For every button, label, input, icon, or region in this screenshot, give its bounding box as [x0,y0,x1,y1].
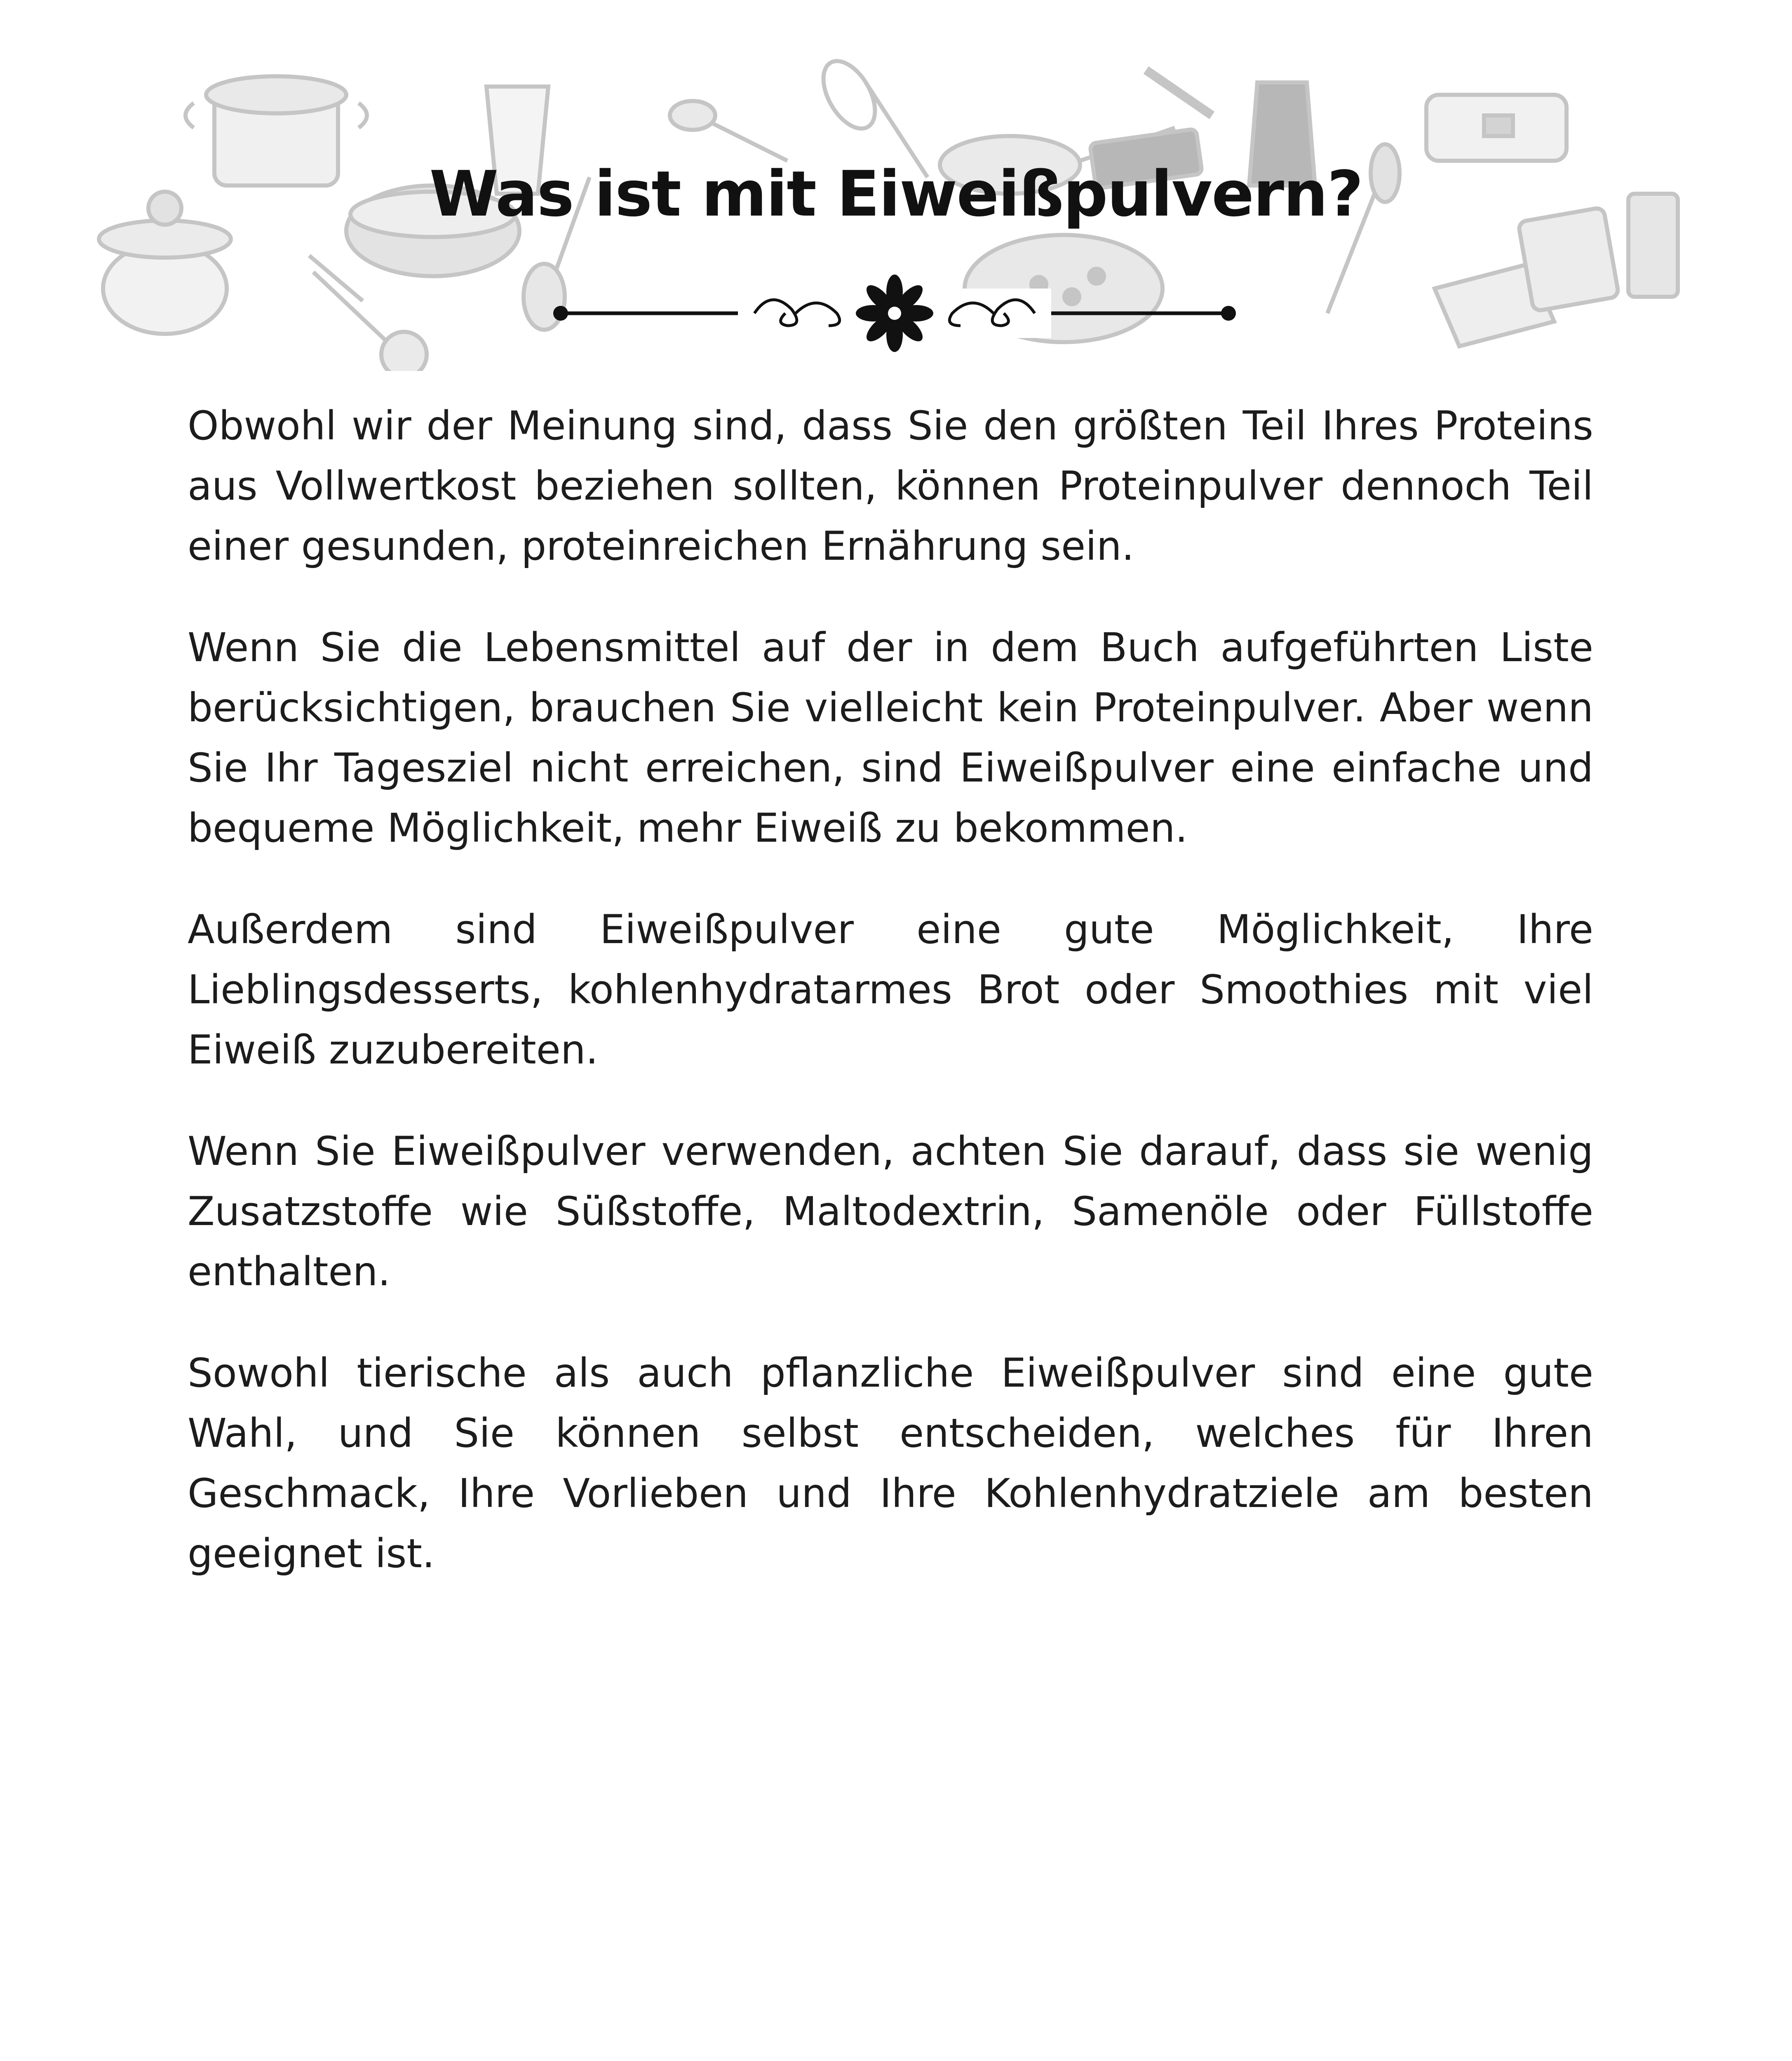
flourish-flower-divider-icon [548,272,1241,354]
ladle-icon [313,272,427,371]
knife-icon [1146,70,1212,115]
cake-tin-icon [1426,95,1567,161]
paragraph: Obwohl wir der Meinung sind, dass Sie den größten Teil Ihres Proteins aus Vollwertkost beziehen sollten, können Proteinpulver dennoch Teil einer gesunden, proteinreichen Ernährung sein. [188,403,1593,569]
paragraph: Sowohl tierische als auch pflanzliche Eiweißpulver sind eine gute Wahl, und Sie können selbst entscheiden, welches für Ihren Geschmack, Ihre Vorlieben und Ihre Kohlenhydratziele am besten geeignet ist. [188,1350,1593,1577]
spoon-icon [670,101,787,161]
paragraph: Außerdem sind Eiweißpulver eine gute Möglichkeit, Ihre Lieblingsdesserts, kohlenhydratarmes Brot oder Smoothies mit viel Eiweiß zuzubereiten. [188,906,1593,1073]
paragraph: Wenn Sie Eiweißpulver verwenden, achten Sie darauf, dass sie wenig Zusatzstoffe wie Süßstoffe, Maltodextrin, Samenöle oder Füllstoffe enthalten. [188,1128,1593,1295]
page-title: Was ist mit Eiweißpulvern? [429,157,1363,230]
paragraph: Wenn Sie die Lebensmittel auf der in dem Buch aufgeführten Liste berücksichtigen, brauchen Sie vielleicht kein Proteinpulver. Aber wenn Sie Ihr Tagesziel nicht erreichen, sind Eiweißpulver eine einfache und bequeme Möglichkeit, mehr Eiweiß zu bekommen. [188,624,1593,851]
article-body [188,396,1593,1625]
